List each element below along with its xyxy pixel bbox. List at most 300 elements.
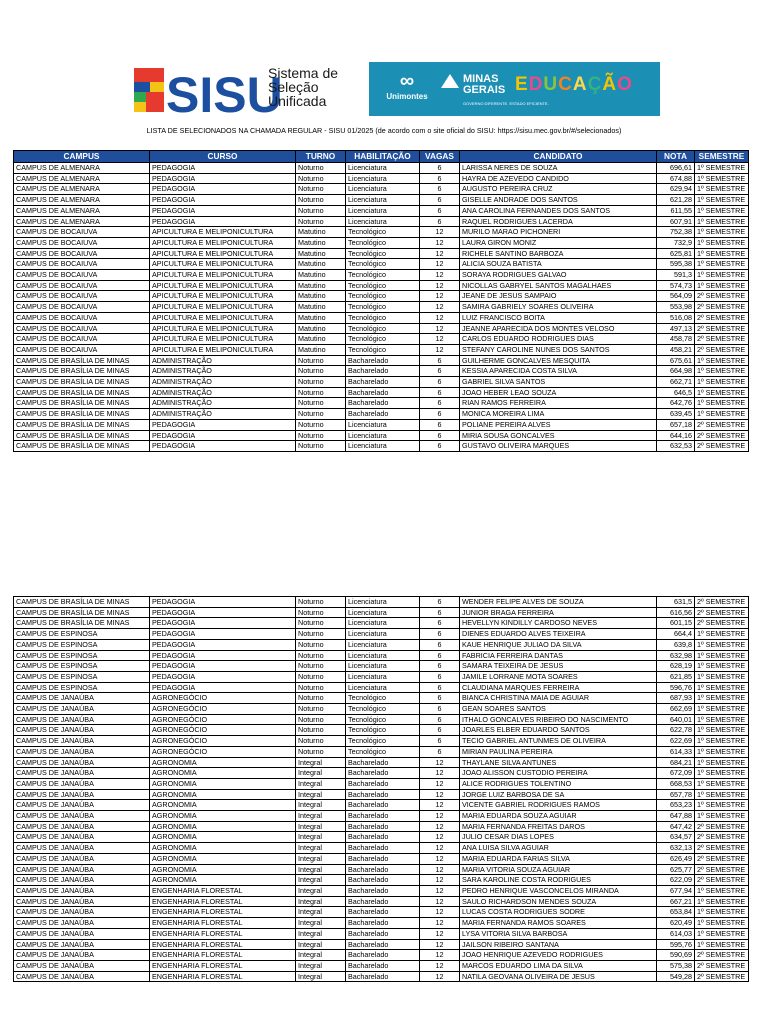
- cell-semestre: 2º SEMESTRE: [695, 853, 749, 864]
- cell-curso: AGRONEGÓCIO: [150, 736, 296, 747]
- cell-vagas: 12: [420, 907, 460, 918]
- cell-nota: 601,15: [657, 618, 695, 629]
- cell-turno: Integral: [296, 971, 346, 982]
- column-header-curso: CURSO: [150, 151, 296, 163]
- cell-curso: PEDAGOGIA: [150, 419, 296, 430]
- cell-campus: CAMPUS DE BOCAIUVA: [14, 248, 150, 259]
- cell-habilitacao: Licenciatura: [346, 419, 420, 430]
- cell-nota: 662,71: [657, 377, 695, 388]
- cell-habilitacao: Licenciatura: [346, 597, 420, 608]
- cell-curso: AGRONOMIA: [150, 875, 296, 886]
- cell-nota: 621,85: [657, 671, 695, 682]
- cell-habilitacao: Tecnológico: [346, 323, 420, 334]
- cell-semestre: 2º SEMESTRE: [695, 875, 749, 886]
- educacao-letter: Ç: [587, 74, 603, 95]
- sisu-logo: [134, 62, 283, 123]
- educacao-letter: E: [515, 74, 529, 95]
- cell-nota: 667,21: [657, 896, 695, 907]
- cell-candidato: SAULO RICHARDSON MENDES SOUZA: [460, 896, 657, 907]
- cell-semestre: 1º SEMESTRE: [695, 184, 749, 195]
- cell-vagas: 6: [420, 661, 460, 672]
- cell-turno: Noturno: [296, 693, 346, 704]
- cell-semestre: 1º SEMESTRE: [695, 789, 749, 800]
- cell-nota: 614,33: [657, 746, 695, 757]
- cell-habilitacao: Bacharelado: [346, 896, 420, 907]
- cell-campus: CAMPUS DE BOCAIUVA: [14, 323, 150, 334]
- table-row: [14, 618, 749, 629]
- cell-nota: 574,73: [657, 280, 695, 291]
- cell-campus: CAMPUS DE JANAÚBA: [14, 736, 150, 747]
- table-row: [14, 832, 749, 843]
- table-row: [14, 971, 749, 982]
- table-row: [14, 811, 749, 822]
- triangle-icon: [441, 74, 459, 88]
- cell-candidato: SAMARA TEIXEIRA DE JESUS: [460, 661, 657, 672]
- table-row: [14, 173, 749, 184]
- cell-vagas: 12: [420, 832, 460, 843]
- cell-campus: CAMPUS DE ALMENARA: [14, 205, 150, 216]
- cell-habilitacao: Tecnológico: [346, 746, 420, 757]
- cell-campus: CAMPUS DE ALMENARA: [14, 195, 150, 206]
- table-row: [14, 650, 749, 661]
- cell-campus: CAMPUS DE JANAÚBA: [14, 907, 150, 918]
- cell-turno: Matutino: [296, 259, 346, 270]
- cell-curso: AGRONOMIA: [150, 757, 296, 768]
- cell-curso: AGRONOMIA: [150, 778, 296, 789]
- cell-vagas: 12: [420, 237, 460, 248]
- table-row: [14, 387, 749, 398]
- cell-nota: 575,38: [657, 960, 695, 971]
- cell-campus: CAMPUS DE JANAÚBA: [14, 918, 150, 929]
- cell-nota: 653,84: [657, 907, 695, 918]
- cell-campus: CAMPUS DE BOCAIUVA: [14, 302, 150, 313]
- cell-semestre: 1º SEMESTRE: [695, 778, 749, 789]
- cell-curso: ADMINISTRAÇÃO: [150, 355, 296, 366]
- cell-vagas: 6: [420, 441, 460, 452]
- cell-nota: 668,53: [657, 778, 695, 789]
- cell-vagas: 6: [420, 650, 460, 661]
- cell-curso: AGRONEGÓCIO: [150, 693, 296, 704]
- cell-campus: CAMPUS DE ESPINOSA: [14, 650, 150, 661]
- cell-vagas: 12: [420, 789, 460, 800]
- cell-turno: Noturno: [296, 736, 346, 747]
- cell-habilitacao: Bacharelado: [346, 355, 420, 366]
- cell-candidato: JOAO HEBER LEAO SOUZA: [460, 387, 657, 398]
- table-row: [14, 227, 749, 238]
- cell-campus: CAMPUS DE BOCAIUVA: [14, 237, 150, 248]
- cell-campus: CAMPUS DE JANAÚBA: [14, 832, 150, 843]
- cell-candidato: GABRIEL SILVA SANTOS: [460, 377, 657, 388]
- table-row: [14, 821, 749, 832]
- cell-candidato: MONICA MOREIRA LIMA: [460, 409, 657, 420]
- cell-campus: CAMPUS DE JANAÚBA: [14, 714, 150, 725]
- cell-habilitacao: Bacharelado: [346, 778, 420, 789]
- cell-habilitacao: Bacharelado: [346, 768, 420, 779]
- cell-curso: ENGENHARIA FLORESTAL: [150, 896, 296, 907]
- cell-curso: APICULTURA E MELIPONICULTURA: [150, 259, 296, 270]
- cell-turno: Noturno: [296, 430, 346, 441]
- cell-turno: Noturno: [296, 398, 346, 409]
- table-row: [14, 885, 749, 896]
- cell-semestre: 1º SEMESTRE: [695, 270, 749, 281]
- cell-curso: AGRONOMIA: [150, 821, 296, 832]
- table-row: [14, 693, 749, 704]
- cell-semestre: 1º SEMESTRE: [695, 704, 749, 715]
- cell-nota: 625,81: [657, 248, 695, 259]
- cell-habilitacao: Bacharelado: [346, 875, 420, 886]
- table-row: [14, 746, 749, 757]
- cell-vagas: 6: [420, 736, 460, 747]
- educacao-letter: O: [617, 74, 633, 95]
- cell-turno: Noturno: [296, 618, 346, 629]
- page-header: [0, 0, 768, 150]
- cell-turno: Integral: [296, 821, 346, 832]
- cell-candidato: AUGUSTO PEREIRA CRUZ: [460, 184, 657, 195]
- cell-habilitacao: Licenciatura: [346, 205, 420, 216]
- cell-habilitacao: Licenciatura: [346, 639, 420, 650]
- cell-nota: 621,28: [657, 195, 695, 206]
- cell-vagas: 12: [420, 323, 460, 334]
- cell-turno: Noturno: [296, 704, 346, 715]
- table-row: [14, 291, 749, 302]
- table-row: [14, 896, 749, 907]
- cell-curso: ENGENHARIA FLORESTAL: [150, 907, 296, 918]
- sisu-wordmark: SISU: [166, 67, 283, 123]
- cell-candidato: CARLOS EDUARDO RODRIGUES DIAS: [460, 334, 657, 345]
- cell-curso: PEDAGOGIA: [150, 205, 296, 216]
- cell-habilitacao: Tecnológico: [346, 725, 420, 736]
- cell-curso: APICULTURA E MELIPONICULTURA: [150, 344, 296, 355]
- sisu-name-line-2: Seleção: [268, 79, 319, 95]
- cell-curso: ENGENHARIA FLORESTAL: [150, 960, 296, 971]
- cell-semestre: 1º SEMESTRE: [695, 259, 749, 270]
- cell-semestre: 1º SEMESTRE: [695, 768, 749, 779]
- cell-candidato: SARA KAROLINE COSTA RODRIGUES: [460, 875, 657, 886]
- cell-habilitacao: Tecnológico: [346, 291, 420, 302]
- cell-semestre: 1º SEMESTRE: [695, 248, 749, 259]
- cell-semestre: 1º SEMESTRE: [695, 811, 749, 822]
- cell-turno: Matutino: [296, 334, 346, 345]
- cell-habilitacao: Licenciatura: [346, 195, 420, 206]
- table-row: [14, 671, 749, 682]
- cell-campus: CAMPUS DE ALMENARA: [14, 216, 150, 227]
- cell-vagas: 12: [420, 302, 460, 313]
- cell-campus: CAMPUS DE ALMENARA: [14, 173, 150, 184]
- cell-vagas: 6: [420, 629, 460, 640]
- cell-nota: 458,21: [657, 344, 695, 355]
- table-row: [14, 639, 749, 650]
- cell-curso: AGRONOMIA: [150, 853, 296, 864]
- cell-candidato: MARIA FERNANDA RAMOS SOARES: [460, 918, 657, 929]
- cell-habilitacao: Tecnológico: [346, 248, 420, 259]
- cell-nota: 639,8: [657, 639, 695, 650]
- cell-semestre: 2º SEMESTRE: [695, 312, 749, 323]
- cell-turno: Matutino: [296, 248, 346, 259]
- cell-nota: 497,13: [657, 323, 695, 334]
- table-row: [14, 714, 749, 725]
- cell-candidato: VICENTE GABRIEL RODRIGUES RAMOS: [460, 800, 657, 811]
- cell-nota: 632,98: [657, 650, 695, 661]
- cell-habilitacao: Bacharelado: [346, 821, 420, 832]
- cell-curso: APICULTURA E MELIPONICULTURA: [150, 270, 296, 281]
- cell-semestre: 1º SEMESTRE: [695, 205, 749, 216]
- cell-semestre: 2º SEMESTRE: [695, 344, 749, 355]
- cell-vagas: 6: [420, 725, 460, 736]
- table-row: [14, 334, 749, 345]
- cell-vagas: 6: [420, 704, 460, 715]
- cell-candidato: LYSA VITORIA SILVA BARBOSA: [460, 928, 657, 939]
- table-row: [14, 163, 749, 174]
- cell-curso: APICULTURA E MELIPONICULTURA: [150, 280, 296, 291]
- cell-nota: 640,01: [657, 714, 695, 725]
- table-row: [14, 237, 749, 248]
- cell-semestre: 2º SEMESTRE: [695, 334, 749, 345]
- cell-nota: 622,09: [657, 875, 695, 886]
- table-row: [14, 419, 749, 430]
- cell-nota: 595,38: [657, 259, 695, 270]
- column-header-candidato: CANDIDATO: [460, 151, 657, 163]
- cell-semestre: 1º SEMESTRE: [695, 195, 749, 206]
- cell-candidato: THAYLANE SILVA ANTUNES: [460, 757, 657, 768]
- cell-nota: 628,19: [657, 661, 695, 672]
- cell-nota: 622,69: [657, 736, 695, 747]
- cell-curso: PEDAGOGIA: [150, 618, 296, 629]
- cell-semestre: 1º SEMESTRE: [695, 928, 749, 939]
- cell-campus: CAMPUS DE BRASÍLIA DE MINAS: [14, 597, 150, 608]
- cell-semestre: 2º SEMESTRE: [695, 832, 749, 843]
- cell-semestre: 2º SEMESTRE: [695, 960, 749, 971]
- cell-semestre: 2º SEMESTRE: [695, 302, 749, 313]
- cell-turno: Noturno: [296, 216, 346, 227]
- cell-candidato: DIENES EDUARDO ALVES TEIXEIRA: [460, 629, 657, 640]
- cell-curso: PEDAGOGIA: [150, 639, 296, 650]
- table-row: [14, 270, 749, 281]
- cell-curso: ADMINISTRAÇÃO: [150, 409, 296, 420]
- cell-semestre: 1º SEMESTRE: [695, 377, 749, 388]
- cell-semestre: 1º SEMESTRE: [695, 173, 749, 184]
- table-row: [14, 259, 749, 270]
- cell-curso: ADMINISTRAÇÃO: [150, 377, 296, 388]
- cell-nota: 647,42: [657, 821, 695, 832]
- cell-candidato: LAURA GIRON MONIZ: [460, 237, 657, 248]
- cell-nota: 732,9: [657, 237, 695, 248]
- cell-curso: AGRONOMIA: [150, 768, 296, 779]
- cell-semestre: 2º SEMESTRE: [695, 843, 749, 854]
- cell-semestre: 1º SEMESTRE: [695, 355, 749, 366]
- cell-turno: Integral: [296, 885, 346, 896]
- cell-semestre: 2º SEMESTRE: [695, 618, 749, 629]
- cell-semestre: 1º SEMESTRE: [695, 280, 749, 291]
- cell-curso: PEDAGOGIA: [150, 682, 296, 693]
- cell-semestre: 1º SEMESTRE: [695, 163, 749, 174]
- table-row: [14, 875, 749, 886]
- cell-vagas: 12: [420, 757, 460, 768]
- cell-habilitacao: Bacharelado: [346, 757, 420, 768]
- cell-semestre: 1º SEMESTRE: [695, 639, 749, 650]
- cell-habilitacao: Licenciatura: [346, 607, 420, 618]
- cell-habilitacao: Licenciatura: [346, 629, 420, 640]
- cell-semestre: 1º SEMESTRE: [695, 693, 749, 704]
- cell-curso: PEDAGOGIA: [150, 173, 296, 184]
- cell-semestre: 2º SEMESTRE: [695, 323, 749, 334]
- table-row: [14, 789, 749, 800]
- cell-candidato: RICHELE SANTINO BARBOZA: [460, 248, 657, 259]
- cell-campus: CAMPUS DE BOCAIUVA: [14, 259, 150, 270]
- cell-turno: Matutino: [296, 344, 346, 355]
- cell-habilitacao: Bacharelado: [346, 789, 420, 800]
- cell-curso: AGRONOMIA: [150, 832, 296, 843]
- cell-vagas: 6: [420, 746, 460, 757]
- cell-vagas: 12: [420, 939, 460, 950]
- cell-vagas: 6: [420, 398, 460, 409]
- cell-curso: PEDAGOGIA: [150, 650, 296, 661]
- cell-campus: CAMPUS DE JANAÚBA: [14, 789, 150, 800]
- table-row: [14, 430, 749, 441]
- cell-turno: Noturno: [296, 366, 346, 377]
- cell-habilitacao: Tecnológico: [346, 334, 420, 345]
- cell-nota: 549,28: [657, 971, 695, 982]
- cell-turno: Integral: [296, 853, 346, 864]
- cell-turno: Noturno: [296, 746, 346, 757]
- cell-campus: CAMPUS DE BRASÍLIA DE MINAS: [14, 618, 150, 629]
- cell-candidato: JUNIOR BRAGA FERREIRA: [460, 607, 657, 618]
- cell-candidato: JULIO CESAR DIAS LOPES: [460, 832, 657, 843]
- cell-semestre: 1º SEMESTRE: [695, 896, 749, 907]
- cell-campus: CAMPUS DE JANAÚBA: [14, 768, 150, 779]
- table-row: [14, 928, 749, 939]
- cell-candidato: KAUE HENRIQUE JULIAO DA SILVA: [460, 639, 657, 650]
- table-row: [14, 597, 749, 608]
- cell-nota: 611,55: [657, 205, 695, 216]
- cell-candidato: JOARLES ELBER EDUARDO SANTOS: [460, 725, 657, 736]
- cell-turno: Integral: [296, 875, 346, 886]
- cell-habilitacao: Tecnológico: [346, 259, 420, 270]
- cell-turno: Matutino: [296, 237, 346, 248]
- cell-turno: Noturno: [296, 387, 346, 398]
- cell-habilitacao: Bacharelado: [346, 928, 420, 939]
- cell-turno: Integral: [296, 907, 346, 918]
- cell-curso: ENGENHARIA FLORESTAL: [150, 928, 296, 939]
- cell-curso: AGRONEGÓCIO: [150, 714, 296, 725]
- cell-campus: CAMPUS DE ESPINOSA: [14, 661, 150, 672]
- table-row: [14, 768, 749, 779]
- educacao-letter: D: [528, 74, 544, 95]
- cell-vagas: 12: [420, 768, 460, 779]
- cell-campus: CAMPUS DE BRASÍLIA DE MINAS: [14, 387, 150, 398]
- cell-candidato: STEFANY CAROLINE NUNES DOS SANTOS: [460, 344, 657, 355]
- selected-list-table-bottom: [13, 596, 749, 982]
- cell-campus: CAMPUS DE ESPINOSA: [14, 671, 150, 682]
- cell-nota: 620,49: [657, 918, 695, 929]
- cell-habilitacao: Licenciatura: [346, 650, 420, 661]
- cell-campus: CAMPUS DE BRASÍLIA DE MINAS: [14, 377, 150, 388]
- table-row: [14, 661, 749, 672]
- cell-candidato: MARCOS EDUARDO LIMA DA SILVA: [460, 960, 657, 971]
- cell-curso: APICULTURA E MELIPONICULTURA: [150, 227, 296, 238]
- sisu-full-name: [268, 66, 338, 108]
- cell-nota: 657,78: [657, 789, 695, 800]
- cell-candidato: MARIA VITORIA SOUZA AGUIAR: [460, 864, 657, 875]
- cell-turno: Integral: [296, 768, 346, 779]
- unimontes-logo: [379, 70, 435, 110]
- cell-candidato: RIAN RAMOS FERREIRA: [460, 398, 657, 409]
- cell-campus: CAMPUS DE BOCAIUVA: [14, 227, 150, 238]
- cell-campus: CAMPUS DE JANAÚBA: [14, 800, 150, 811]
- table-row: [14, 864, 749, 875]
- cell-semestre: 2º SEMESTRE: [695, 950, 749, 961]
- cell-vagas: 12: [420, 778, 460, 789]
- cell-nota: 631,5: [657, 597, 695, 608]
- cell-turno: Integral: [296, 832, 346, 843]
- cell-nota: 607,91: [657, 216, 695, 227]
- cell-curso: AGRONEGÓCIO: [150, 746, 296, 757]
- cell-semestre: 1º SEMESTRE: [695, 227, 749, 238]
- cell-campus: CAMPUS DE BOCAIUVA: [14, 280, 150, 291]
- cell-campus: CAMPUS DE JANAÚBA: [14, 746, 150, 757]
- cell-turno: Noturno: [296, 173, 346, 184]
- cell-curso: APICULTURA E MELIPONICULTURA: [150, 248, 296, 259]
- cell-vagas: 12: [420, 960, 460, 971]
- cell-nota: 591,3: [657, 270, 695, 281]
- cell-campus: CAMPUS DE BRASÍLIA DE MINAS: [14, 355, 150, 366]
- cell-campus: CAMPUS DE ESPINOSA: [14, 682, 150, 693]
- cell-semestre: 1º SEMESTRE: [695, 671, 749, 682]
- cell-curso: ENGENHARIA FLORESTAL: [150, 950, 296, 961]
- cell-campus: CAMPUS DE BOCAIUVA: [14, 344, 150, 355]
- cell-candidato: MARIA EDUARDA SOUZA AGUIAR: [460, 811, 657, 822]
- cell-nota: 516,08: [657, 312, 695, 323]
- cell-candidato: MIRIA SOUSA GONCALVES: [460, 430, 657, 441]
- cell-turno: Noturno: [296, 195, 346, 206]
- table-row: [14, 843, 749, 854]
- cell-curso: AGRONOMIA: [150, 843, 296, 854]
- cell-vagas: 12: [420, 291, 460, 302]
- cell-semestre: 2º SEMESTRE: [695, 430, 749, 441]
- cell-semestre: 1º SEMESTRE: [695, 629, 749, 640]
- cell-candidato: WENDER FELIPE ALVES DE SOUZA: [460, 597, 657, 608]
- cell-vagas: 12: [420, 843, 460, 854]
- cell-habilitacao: Bacharelado: [346, 398, 420, 409]
- table-row: [14, 939, 749, 950]
- cell-turno: Integral: [296, 800, 346, 811]
- list-subtitle: LISTA DE SELECIONADOS NA CHAMADA REGULAR - SISU 01/2025 (de acordo com o site oficial do SISU: https://sisu.mec.gov.br/#/selecionados): [146, 126, 622, 135]
- cell-candidato: JEANNE APARECIDA DOS MONTES VELOSO: [460, 323, 657, 334]
- cell-candidato: JOAO ALISSON CUSTODIO PEREIRA: [460, 768, 657, 779]
- minas-tagline: GOVERNO DIFERENTE. ESTADO EFICIENTE.: [463, 101, 549, 106]
- cell-candidato: NICOLLAS GABRYEL SANTOS MAGALHAES: [460, 280, 657, 291]
- cell-candidato: JORGE LUIZ BARBOSA DE SA: [460, 789, 657, 800]
- unimontes-label: Unimontes: [386, 92, 428, 101]
- cell-candidato: HEVELLYN KINDILLY CARDOSO NEVES: [460, 618, 657, 629]
- cell-habilitacao: Licenciatura: [346, 682, 420, 693]
- cell-curso: PEDAGOGIA: [150, 216, 296, 227]
- cell-candidato: GISELLE ANDRADE DOS SANTOS: [460, 195, 657, 206]
- cell-habilitacao: Licenciatura: [346, 216, 420, 227]
- cell-vagas: 12: [420, 928, 460, 939]
- cell-curso: PEDAGOGIA: [150, 184, 296, 195]
- cell-vagas: 6: [420, 163, 460, 174]
- educacao-letter: U: [543, 74, 559, 95]
- table-row: [14, 736, 749, 747]
- cell-vagas: 6: [420, 430, 460, 441]
- cell-vagas: 12: [420, 811, 460, 822]
- cell-campus: CAMPUS DE JANAÚBA: [14, 864, 150, 875]
- cell-vagas: 6: [420, 682, 460, 693]
- sisu-name-line-3: Unificada: [268, 93, 327, 109]
- cell-turno: Noturno: [296, 184, 346, 195]
- cell-habilitacao: Bacharelado: [346, 853, 420, 864]
- table-header-row: [14, 151, 749, 163]
